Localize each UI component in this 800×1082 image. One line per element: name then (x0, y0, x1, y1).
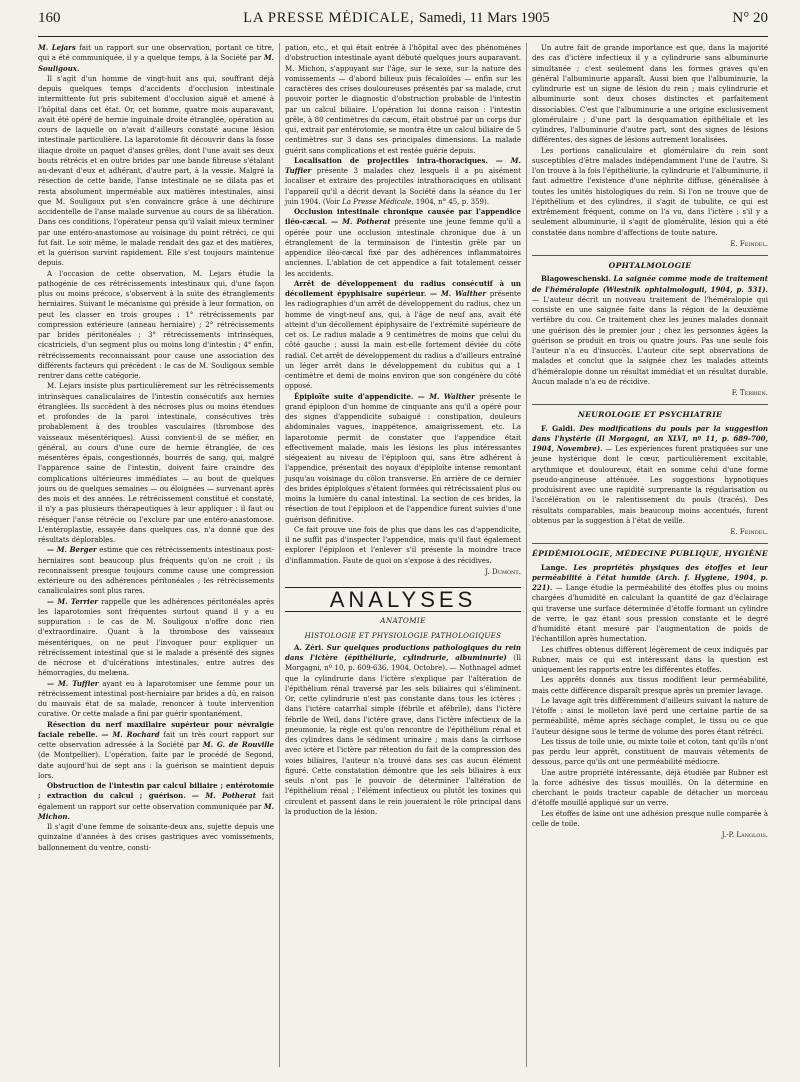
issue-date: Samedi, 11 Mars 1905 (418, 10, 550, 26)
issue-number: N° 20 (732, 10, 768, 26)
paragraph (285, 643, 521, 817)
author-name: Blagoweschenski. (541, 274, 611, 284)
author-name: — M. Walther (430, 289, 487, 298)
author-name: M. Lejars (38, 43, 76, 52)
text: présente une jeune femme qu'il a opérée pour une occlusion intestinale chronique due à un étranglement de la terminaison de l'intestin grêle par un appendice iléo-cæcal fixé par des adhérences inflammatoires anciennes. L'ablation de cet appendice a fait totalement cesser les accidents. (285, 218, 521, 278)
page-number: 160 (38, 10, 61, 26)
article-title: Sur quelques productions pathologiques du rein dans l'ictère (épithéliurie, cylindrurie, albuminurie) (285, 642, 521, 662)
text: présente 3 malades chez lesquels il a pu aisément localiser et extraire des projectiles intrathoraciques en utilisant l'appareil qu'il a décrit devant la Société dans la séance du 1er juin 1904. (Voir (285, 167, 521, 206)
paragraph: Les apprêts donnés aux tissus modifient leur perméabilité, mais cette différence disparaît presque après un premier lavage. (532, 676, 768, 695)
text: , 1904, n° 45, p. 359). (411, 197, 489, 206)
article-title: Des modifications du pouls par la suggestion dans l'hystérie (Il Morgagni, an XLVI, nº 11, p. 689-700, 1904, Novembre). (532, 423, 768, 453)
signature: J. Dumont. (485, 567, 521, 576)
paragraph: Ce fait prouve une fois de plus que dans les cas d'appendicite, il ne suffit pas d'inspecter l'appendice, mais qu'il faut également explorer l'épiploon et l'enlever s'il présente la moindre trace d'inflammation. Faute de quoi on s'expose à des récidives. (285, 525, 521, 565)
paragraph (285, 279, 521, 392)
text: rappelle que les adhérences péritonéales après les laparotomies sont fréquentes surtout quand il y a eu suppuration : le cas de M. Souligoux n'offre donc rien d'extraordinaire. Quant à la thrombose des vaisseaux mésentériques, on ne peut l'invoquer pour expliquer un rétrécissement intestinal que si le malade a présenté des signes de nécrose et d'ulcérations intestinales, entre autres des hémorragies, du melæna. (38, 597, 274, 678)
paragraph: M. Lejars insiste plus particulièrement sur les rétrécissements intrinsèques canaliculaires de l'intestin consécutifs aux hernies étranglées. Ils succèdent à des nécroses plus ou moins étendues et profondes de la paroi intestinale, consécutives très probablement à des troubles vasculaires (thrombose des vaisseaux mésentériques). Aussi convient-il de se méfier, en général, au cours d'une cure de hernie étranglée, de ces mésentères épais, congestionnés, bourrés de sang, qui, malgré l'apparence saine de l'intestin, doivent faire craindre des complications ultérieures immédiates — au bout de quelques jours ou de quelques semaines — ou éloignées — survenant après des mois et des années. Le rétrécissement constitué et constaté, il n'y a pas plusieurs thérapeutiques à leur appliquer : il faut ou réséquer l'anse rétrécie ou l'exclure par une entéro-anastomose. L'entéroplastie, essayée dans quelques cas, n'a donné que des résultats déplorables. (38, 382, 274, 544)
text: fait un rapport sur une observation, portant ce titre, qui a été communiquée, il y a quelque temps, à la Société par (38, 44, 274, 63)
article-heading: Arrêt de développement du radius consécutif à un décollement épyphisaire supérieur. (285, 278, 521, 298)
text: fait également un rapport sur cette observation communiquée par (38, 792, 274, 811)
author-name: A. Zéri. (294, 642, 324, 652)
author-name: M. Michon. (38, 801, 274, 821)
text: présente le grand épiploon d'un homme de cinquante ans qu'il a opéré pour des signes d'appendicite subaiguë : constipation, douleurs abdominales vagues, inappétence, amaigrissement, etc. La laparotomie permit de constater que l'appendice était effectivement malade, mais les lésions les plus intéressantes siégeaient au niveau de l'épiploon qui, sans être adhérent à l'appendice, présentait des noyaux d'épiploïte intense remontant jusqu'au voisinage du côlon transverse. En arrière de ce dernier des brides épiploïques s'étaient formées qui rétrécissaient plus ou moins la lumière du canal intestinal. La section de ces brides, la résection de tout l'épiploon et de l'appendice furent suivies d'une guérison définitive. (285, 392, 521, 524)
paragraph (38, 679, 274, 720)
journal-name: LA PRESSE MÉDICALE, (243, 10, 415, 26)
author-name: — M. Tuffier (47, 678, 99, 688)
author-name: — M. Walther (417, 391, 475, 401)
author-name: F. Galdi. (541, 423, 576, 433)
author-name: — M. Rochard (101, 729, 160, 739)
article-title: Les propriétés physiques des étoffes et leur perméabilité à l'état humide (Arch. f. Hygiene, 1904, p. 221). (532, 562, 768, 592)
paragraph (285, 156, 521, 207)
paragraph: A l'occasion de cette observation, M. Lejars étudie la pathogénie de ces rétrécissements intestinaux qui, d'une façon plus ou moins précoce, s'observent à la suite des étranglements herniaires. Suivant le mécanisme qui préside à leur formation, on peut les classer en trois groupes : 1° rétrécissements par compression extérieure (anneau herniaire) ; 2° rétrécissements par brides péritonéales ; 3° rétrécissements intrinsèques, cicatriciels, d'un segment plus ou moins long d'intestin ; 4° enfin, rétrécissements reconnaissant pour cause une association des différents facteurs qui précèdent : le cas de M. Souligoux semble rentrer dans cette catégorie. (38, 269, 274, 380)
column-2 (279, 43, 521, 1067)
section-title: NEUROLOGIE ET PSYCHIATRIE (532, 404, 768, 420)
text: — Lange étudie la perméabilité des étoffes plus ou moins chargées d'humidité en calculant la quantité de gaz d'éclairage qui traverse une surface déterminée d'étoffe formant un cylindre de verre, le gaz étant sous pression constante et le degré d'humidité étant mesuré par l'augmentation de poids de l'échantillon après humectation. (532, 584, 768, 644)
page-header (38, 10, 768, 37)
paragraph (38, 781, 274, 822)
paragraph: Les étoffes de laine ont une adhésion presque nulle comparée à celle de toile. (532, 809, 768, 828)
author-name: M. Souligoux. (38, 53, 274, 73)
paragraph: Une autre propriété intéressante, déjà étudiée par Rubner est la force adhésive des tissus mouillés. On la détermine en cherchant le poids tracteur capable de détacher un morceau d'étoffe mouillé appliqué sur un verre. (532, 768, 768, 808)
paragraph (38, 43, 274, 74)
article-heading: Occlusion intestinale chronique causée par l'appendice iléo-cæcal. (285, 207, 521, 227)
paragraph: Il s'agit d'une femme de soixante-deux ans, sujette depuis une quinzaine d'années à des crises gastriques avec vomissements, ballonnement du ventre, consti- (38, 823, 274, 852)
text: — L'auteur décrit un nouveau traitement de l'héméralopie qui consiste en une saignée faite dans la région de la deuxième vertèbre du cou. Ce traitement chez les jeunes malades donnait une guérison dès le premier jour ; chez les personnes âgées la guérison se produit en trois ou quatre jours. Pas une seule fois l'auteur n'a eu d'insuccès. L'auteur cite sept observations de malades et conclut que la saignée chez les malades atteints d'héméralopie donne un résultat immédiat et un résultat durable. Aucun malade n'a eu de récidive. (532, 295, 768, 386)
signature: E. Feindel. (730, 528, 768, 536)
paragraph (38, 545, 274, 596)
paragraph: Les tissus de toile unie, ou mixte toile et coton, tant qu'ils n'ont pas perdu leur apprêt, constituent de mauvais vêtements de dessous, parce qu'ils ont une perméabilité médiocre. (532, 737, 768, 767)
section-title: ANATOMIE (380, 616, 426, 626)
author-name: — M. Tuffier (285, 155, 521, 175)
signature: F. Terrien. (731, 389, 768, 397)
paragraph (38, 720, 274, 782)
paragraph (38, 597, 274, 679)
section-title: OPHTALMOLOGIE (532, 255, 768, 271)
paragraph (532, 563, 768, 645)
text: (Il Morgagni, nº 10, p. 609-636, 1904, Octobre). — Nothnagel admet que la cylindrurie dans l'ictère s'explique par l'altération de l'épithélium rénal traversé par les sels biliaires qui s'éliminent. Or, cette cylindrurie n'est pas constante dans tous les ictères ; dans l'ictère catarrhal simple (fébrile et afébrile), dans l'ictère fébrile de Weil, dans l'ictère grave, dans l'ictère infectieux de la pneumonie, la règle est qu'on rencontre de l'épithélium rénal et des cylindres dans le sédiment urinaire ; mais dans la cirrhose avec ictère et l'ictère par rétention du fait de la compression des voies biliaires, l'auteur n'a trouvé dans ses cas aucun élément figuré. Cette constatation démontre que les sels biliaires à eux seuls n'ont pas le pouvoir de déterminer l'altération de l'épithélium rénal ; l'élément infectieux ou plutôt les toxines qui circulent et passent dans le rein joueraient le rôle principal dans la production de la lésion. (285, 654, 521, 816)
text: fait un très court rapport sur cette observation adressée à la Société par (38, 730, 274, 749)
columns (38, 43, 768, 1067)
text: estime que ces rétrécissements intestinaux post-herniaires sont beaucoup plus fréquents qu'on ne croit ; ils reconnaissent presque toujours comme cause une compression extérieure ou des adhérences péritonéales ; les rétrécissements canaliculaires sont plus rares. (38, 546, 274, 596)
text: (de Montpellier). L'opération, faite par le procédé de Segond, date aujourd'hui de sept ans : la guérison se maintient depuis lors. (38, 751, 274, 780)
text: présente les radiographies d'un arrêt de développement du radius, chez un homme de vingt-neuf ans, qui, à l'âge de neuf ans, avait été atteint d'un décollement épiphysaire de l'extrémité supérieure de cet os. Le radius malade a 9 centimètres de moins que celui du côté gauche ; aussi la main est-elle fortement déviée du côté radial. Cet arrêt de développement du radius a d'ailleurs entraîné un léger arrêt dans le développement du cubitus qui a 1 centimètre et demi de moins environ que son congénère du côté opposé. (285, 290, 521, 391)
author-name: M. G. de Rouville (202, 740, 274, 749)
paragraph (532, 424, 768, 527)
journal-reference: La Presse Médicale (342, 197, 412, 206)
article-title: La saignée comme mode de traitement de l'héméralopie (Wiestnik ophtalmologuii, 1904, p. 531). (532, 274, 768, 294)
section-banner: ANALYSES (285, 587, 521, 612)
text: — Les expériences furent pratiquées sur une jeune hystérique dont le cœur, particulièrement excitable, arythmique et douloureux, était en somme celui d'une forme pseudo-angineuse atténuée. Les suggestions hypnotiques produisirent avec une rapidité surprenante la régularisation ou l'accélération ou le ralentissement du pouls (tracés). Des résultats comparables, mais beaucoup moins accentués, furent obtenus par la suggestion à l'état de veille. (532, 445, 768, 525)
signature: J.-P. Langlois. (721, 831, 768, 839)
article-heading: Obstruction de l'intestin par calcul biliaire ; entérotomie ; extraction du calcul ; guérison. (38, 781, 274, 801)
paragraph: Un autre fait de grande importance est que, dans la majorité des cas d'ictère infectieux il y a cylindrurie sans albuminurie simultanée ; c'est seulement dans les formes graves qu'en général l'albuminurie apparaît. Aussi bien que l'albuminurie, la cylindrurie est un signe de lésion du rein ; mais cylindrurie et albuminurie sont deux choses distinctes et parfaitement dissociables. C'est que l'albuminurie a une origine exclusivement glomérulaire ; d'une part la desquamation épithéliale et les cylindres, l'albuminurie d'autre part, sont des signes de lésions différentes, des signes de lésions autrement localisées. (532, 44, 768, 145)
paragraph (285, 392, 521, 525)
article-heading: Localisation de projectiles intra-thoraciques. (294, 155, 488, 165)
text: ayant eu à laparotomiser une femme pour un rétrécissement intestinal post-herniaire par brides a dû, en raison du mauvais état de sa malade, renoncer à toute intervention curative. Or cette malade a fini par guérir spontanément. (38, 679, 274, 719)
column-3 (526, 43, 768, 1067)
column-1 (38, 43, 274, 1067)
section-title: ÉPIDÉMIOLOGIE, MÉDECINE PUBLIQUE, HYGIÈNE (532, 543, 768, 559)
author-name: — M. Potherat (331, 217, 391, 227)
newspaper-page (38, 10, 768, 1072)
paragraph: Les chiffres obtenus diffèrent légèrement de ceux indiqués par Rubner, mais ce qui est intéressant dans la question est uniquement les rapports entre les différentes étoffes. (532, 645, 768, 674)
paragraph (532, 274, 768, 387)
paragraph: Les portions canaliculaire et glomérulaire du rein sont susceptibles d'être malades indépendamment l'une de l'autre. Si l'on trouve à la fois l'épithéliurie, la cylindrurie et l'albuminurie, il faut admettre l'existence d'une néphrite diffuse, généralisée à toutes les unités histologiques du rein. Si l'on ne trouve que de l'épithélium et des cylindres, il s'agit de tubulite, ce qui est extrêmement fréquent, comme on l'a vu, dans l'ictère ; s'il y a seulement albuminurie, il s'agit de glomérulite, lésion qui a été constatée dans nombre d'affections de toute nature. (532, 146, 768, 237)
journal-title (243, 10, 549, 27)
paragraph: pation, etc., et qui était entrée à l'hôpital avec des phénomènes d'obstruction intestinale ayant débuté quelques jours auparavant. M. Michon, s'appuyant sur l'âge, sur le sexe, sur la nature des vomissements — d'abord bilieux puis fécaloïdes — enfin sur les caractères des crises douloureuses présentés par sa malade, crut pouvoir porter le diagnostic d'obstruction probable de l'intestin par un calcul biliaire. L'opération lui donna raison : l'intestin grêle, à 80 centimètres du cæcum, était obstrué par un corps dur qui, extrait par entérotomie, se montra être un calcul biliaire de 5 centimètres sur 3 dans ses principales dimensions. La malade guérit sans complications et est restée guérie depuis. (285, 44, 521, 155)
author-name: — M. Potherat (191, 791, 256, 801)
article-heading: Résection du nerf maxillaire supérieur pour névralgie faciale rebelle. (38, 719, 274, 739)
paragraph: Le lavage agit très différemment d'ailleurs suivant la nature de l'étoffe : ainsi le molleton lavé perd une certaine partie de sa perméabilité, même après séchage complet, le tissu ou ce que l'auteur désigne sous le terme de volume des pores étant rétréci. (532, 696, 768, 736)
paragraph: Il s'agit d'un homme de vingt-huit ans qui, souffrant déjà depuis quelques temps d'accidents d'occlusion intestinale intermittente fut pris subitement d'occlusion aiguë et amené à l'hôpital dans cet état. Or, cet homme, quatre mois auparavant, avait été opéré de hernie inguinale droite étranglée, opération au cours de laquelle on n'avait d'ailleurs constaté aucune lésion intestinale particulière. La laparotomie fit découvrir dans la fosse iliaque droite un paquet d'anses grêles, dont l'une avait ses deux bouts rétrécis et en outre brides par une bande fibreuse s'étalant au-devant d'eux et adhérant, d'autre part, à la vessie. Malgré la résection de cette bande, l'anse intestinale ne se dilata pas et resta absolument imperméable aux matières intestinales, ainsi que M. Souligoux put s'en convaincre grâce à une déchirure accidentelle de l'anse malade survenue au cours de sa libération. Dans ces conditions, l'opérateur pensa qu'il valait mieux terminer par une entéro-anastomose au voisinage du point rétréci, ce qui fut fait. Le soir même, le malade rendait des gaz et des matières, et la guérison survint rapidement. Elle s'est toujours maintenue depuis. (38, 74, 274, 268)
signature: E. Feindel. (730, 239, 768, 248)
author-name: — M. Terrier (47, 596, 98, 606)
article-heading: Épiploïte suite d'appendicite. (294, 391, 414, 401)
author-name: — M. Berger (47, 545, 97, 555)
paragraph (285, 207, 521, 279)
author-name: Lange. (541, 562, 568, 572)
section-subtitle: HISTOLOGIE ET PHYSIOLOGIE PATHOLOGIQUES (304, 630, 502, 640)
